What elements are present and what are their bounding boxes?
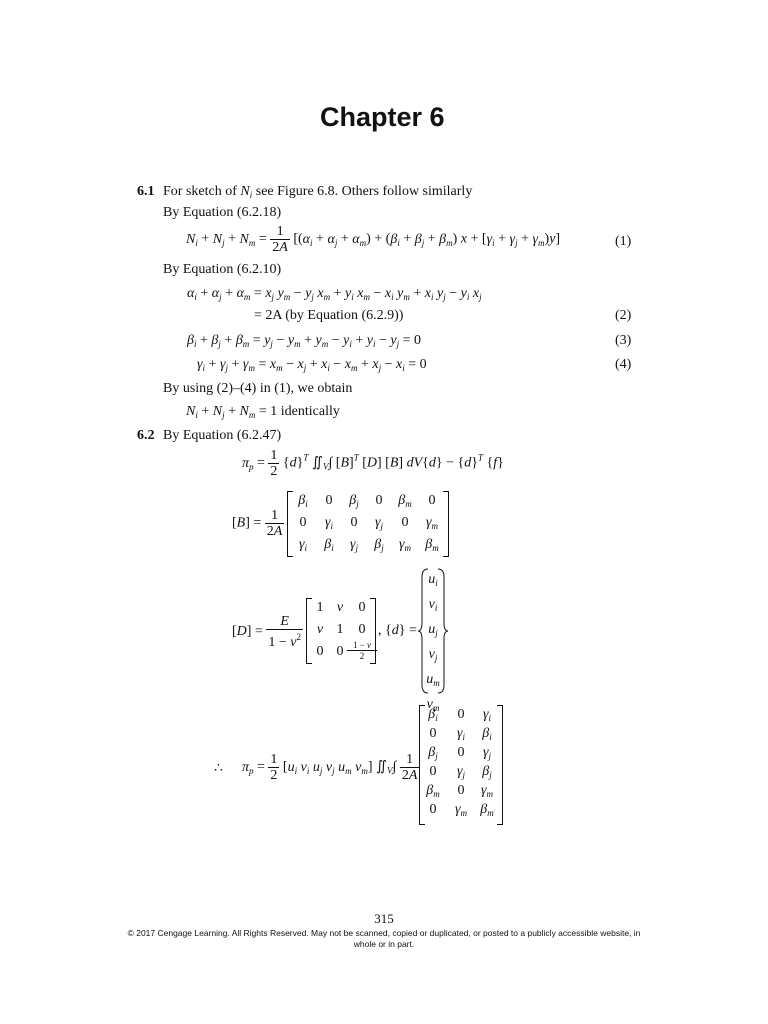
identically-text: = 1 identically — [255, 404, 340, 419]
page-number: 315 — [374, 911, 394, 926]
copyright-line-2: whole or in part. — [353, 939, 415, 949]
equation-2-line-1: $\alpha_i + \alpha_j + \alpha_m = x_j$ $y_m - y_j$ $x_m + y_i$ $x_m - x_i$ $y_m + x_i$ $y_j - y_i$ $x_j$ — [187, 286, 482, 302]
potential-energy-equation: $\pi_p$ = $\frac{1}{2}$ $\{d\}^T$ $∬_V\int$ $[B]^T$ [D] [B] $dV\{d\} - \{d\}^T$ {f} — [242, 448, 504, 479]
equation-label-2: (2) — [615, 308, 632, 323]
b-matrix: $\beta_i$ 0 $\beta_j$ 0 $\beta_m$ 0 0 $\gamma_i$ 0 $\gamma_j$ 0 $\gamma_m$ $\gamma_i$ $\beta_i$ $\gamma_j$ $\beta_j$ $\gamma_m$ $\beta_m$ — [287, 491, 449, 557]
section-6-1-intro: For sketch of $N_i$ see Figure 6.8. Others follow similarly — [163, 184, 473, 200]
final-potential-energy: $\pi_p$ = $\frac{1}{2}$ [$u_i$ $v_i$ $u_j$ $v_j$ $u_m$ $v_m$] $∬_V\int$ $\frac{1}{2A}$ — [242, 752, 418, 783]
equation-2-line-2: = 2A (by Equation (6.2.9)) — [254, 308, 404, 323]
by-equation-6-2-47: By Equation (6.2.47) — [163, 428, 282, 443]
d-matrix: 1 v 0 v 1 0 0 0 1 − v 2 — [306, 598, 376, 664]
d-matrix-lhs: [D] = $\frac{E}{1 - v^2}$ — [232, 614, 301, 650]
section-6-2-number: 6.2 — [137, 428, 155, 443]
copyright-line-1: © 2017 Cengage Learning. All Rights Reserved. May not be scanned, copied or duplicated, or posted to a publicly accessible website, in — [127, 928, 641, 938]
by-equation-6-2-18: By Equation (6.2.18) — [163, 205, 282, 220]
result-identically: $N_i + N_j + N_m = 1$ identically — [186, 404, 340, 420]
equation-label-4: (4) — [615, 357, 632, 372]
bt-matrix: $\beta_i$ 0 $\gamma_i$ 0 $\gamma_i$ $\beta_i$ $\beta_j$ 0 $\gamma_j$ 0 $\gamma_j$ $\beta_j$ $\beta_m$ 0 $\gamma_m$ 0 $\gamma_m$ $\beta_m$ — [419, 705, 503, 825]
equation-3: $\beta_i + \beta_j + \beta_m = y_j - y_m + y_m - y_i + y_i - y_j = 0$ — [187, 333, 422, 349]
therefore-symbol: ∴ — [214, 761, 223, 776]
equation-label-1: (1) — [615, 234, 632, 249]
d-vector-lhs: , {d} = — [378, 623, 417, 638]
equation-4: $\gamma_i + \gamma_j + \gamma_m = x_m - x_j + x_i - x_m + x_j - x_i = 0$ — [197, 357, 427, 373]
chapter-title: Chapter 6 — [320, 102, 445, 132]
section-6-1-number: 6.1 — [137, 184, 155, 199]
intro-text-a: For sketch of — [163, 184, 241, 199]
by-using-text: By using (2)–(4) in (1), we obtain — [163, 381, 353, 396]
d-vector-entries: $u_i$ $v_i$ $u_j$ $v_j$ $u_m$ $v_m$ — [426, 572, 440, 713]
intro-text-b: see Figure 6.8. Others follow similarly — [252, 184, 473, 199]
by-equation-6-2-10: By Equation (6.2.10) — [163, 262, 282, 277]
b-matrix-lhs: [B] = $\frac{1}{2A}$ — [232, 508, 283, 539]
equation-label-3: (3) — [615, 333, 632, 348]
equation-1: $N_i + N_j + N_m$ = $\frac{1}{2A}$ $[(\alpha_i + \alpha_j + \alpha_m) + (\beta_i + \beta_j + \beta_m) x + [\gamma_i + \gamma_j + \gamma_m)y]$ — [186, 224, 561, 255]
